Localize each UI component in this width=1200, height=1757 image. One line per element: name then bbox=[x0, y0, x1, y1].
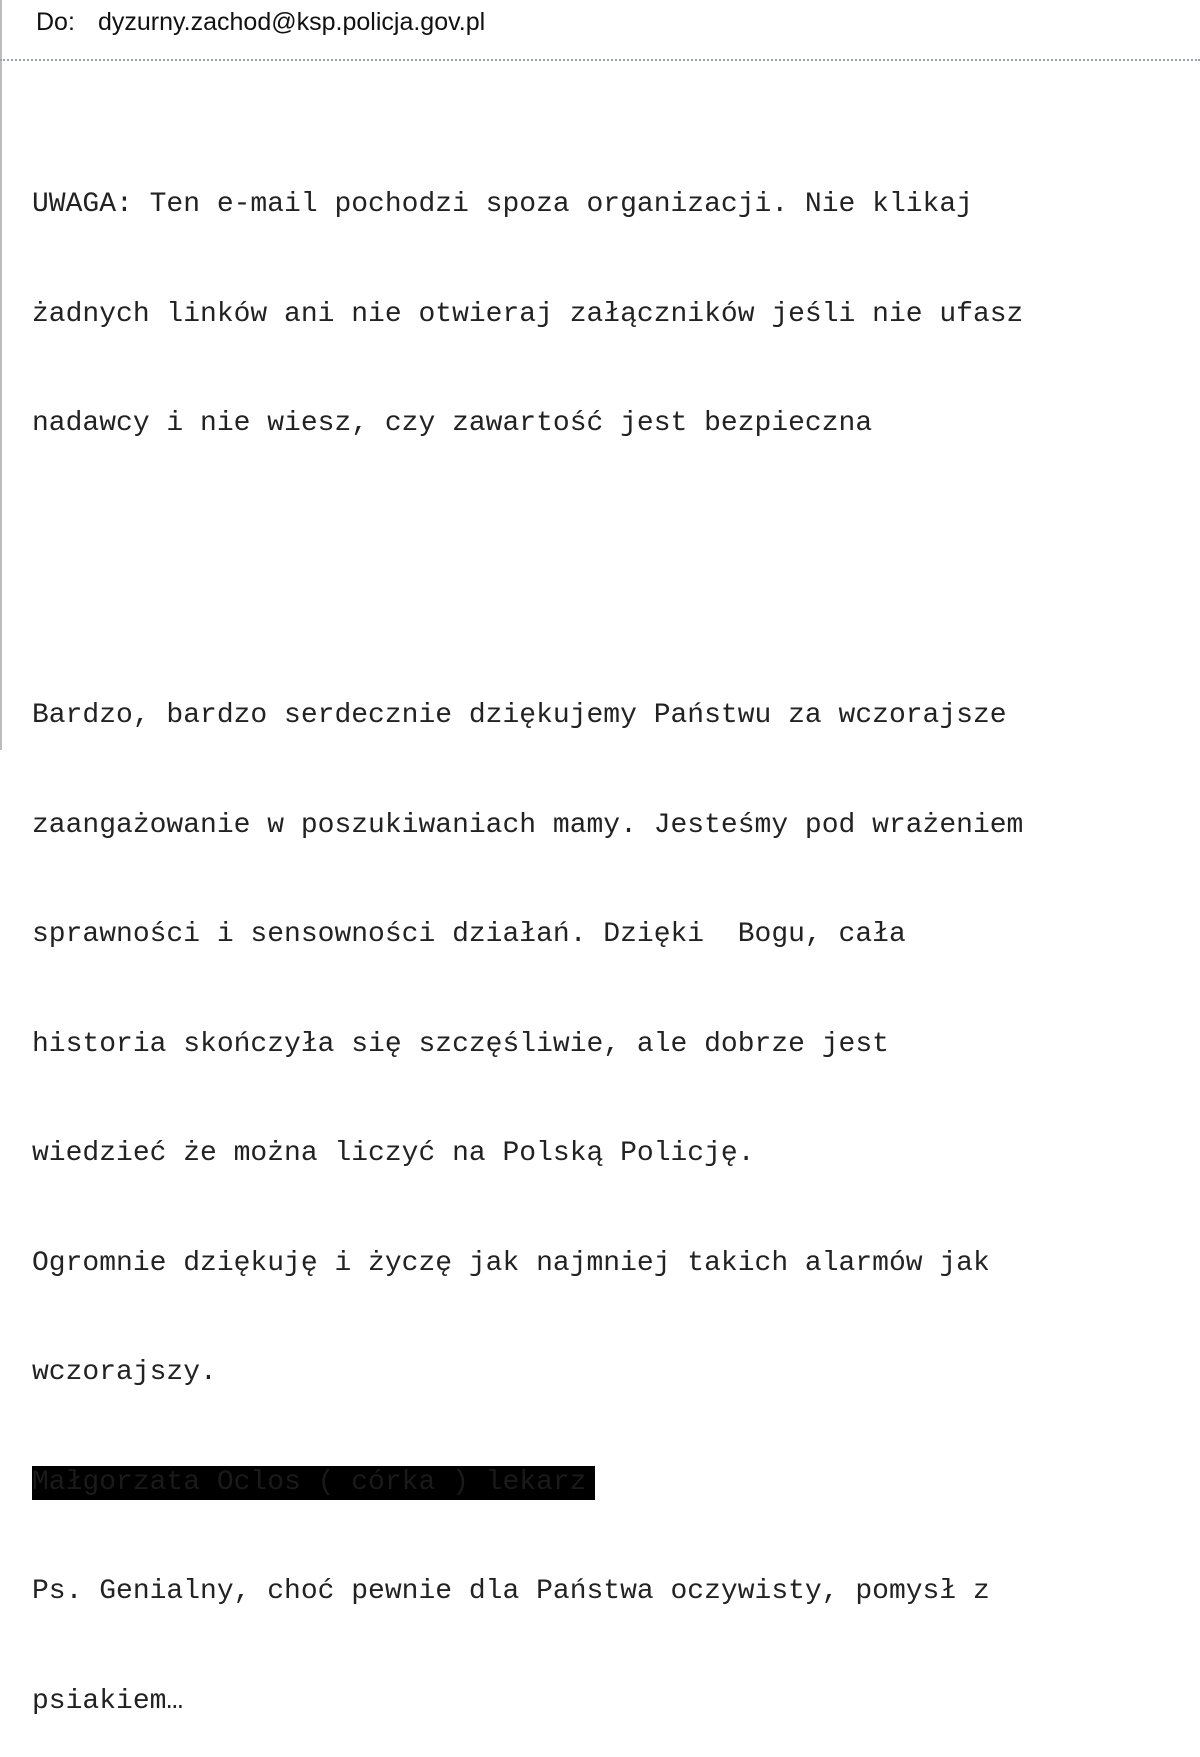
to-label: Do: bbox=[36, 8, 75, 36]
email-header bbox=[0, 0, 1200, 59]
message-line: zaangażowanie w poszukiwaniach mamy. Jesteśmy pod wrażeniem bbox=[32, 809, 1024, 841]
message-line: wiedzieć że można liczyć na Polską Policję. bbox=[32, 1138, 755, 1169]
paragraph-gap bbox=[32, 516, 1192, 626]
warning-line: UWAGA: Ten e-mail pochodzi spoza organizacji. Nie klikaj bbox=[32, 189, 973, 220]
email-body bbox=[32, 114, 1192, 1757]
message-line: Ogromnie dziękuję i życzę jak najmniej takich alarmów jak bbox=[32, 1247, 990, 1279]
warning-line: żadnych linków ani nie otwieraj załączników jeśli nie ufasz bbox=[32, 298, 1024, 330]
message-line: historia skończyła się szczęśliwie, ale dobrze jest bbox=[32, 1028, 889, 1060]
signature-line bbox=[32, 1465, 1192, 1502]
redacted-signature: Małgorzata Oclos ( córka ) lekarz bbox=[32, 1466, 595, 1500]
message-line: wczorajszy. bbox=[32, 1357, 217, 1388]
message-line: Bardzo, bardzo serdecznie dziękujemy Państwu za wczorajsze bbox=[32, 700, 1007, 731]
to-address[interactable]: dyzurny.zachod@ksp.policja.gov.pl bbox=[98, 8, 486, 36]
header-divider bbox=[0, 59, 1200, 61]
ps-line: Ps. Genialny, choć pewnie dla Państwa oczywisty, pomysł z bbox=[32, 1576, 990, 1607]
ps-line: psiakiem… bbox=[32, 1685, 184, 1717]
warning-line: nadawcy i nie wiesz, czy zawartość jest bezpieczna bbox=[32, 408, 873, 439]
page-left-border bbox=[0, 0, 2, 750]
message-line: sprawności i sensowności działań. Dzięki Bogu, cała bbox=[32, 919, 906, 950]
